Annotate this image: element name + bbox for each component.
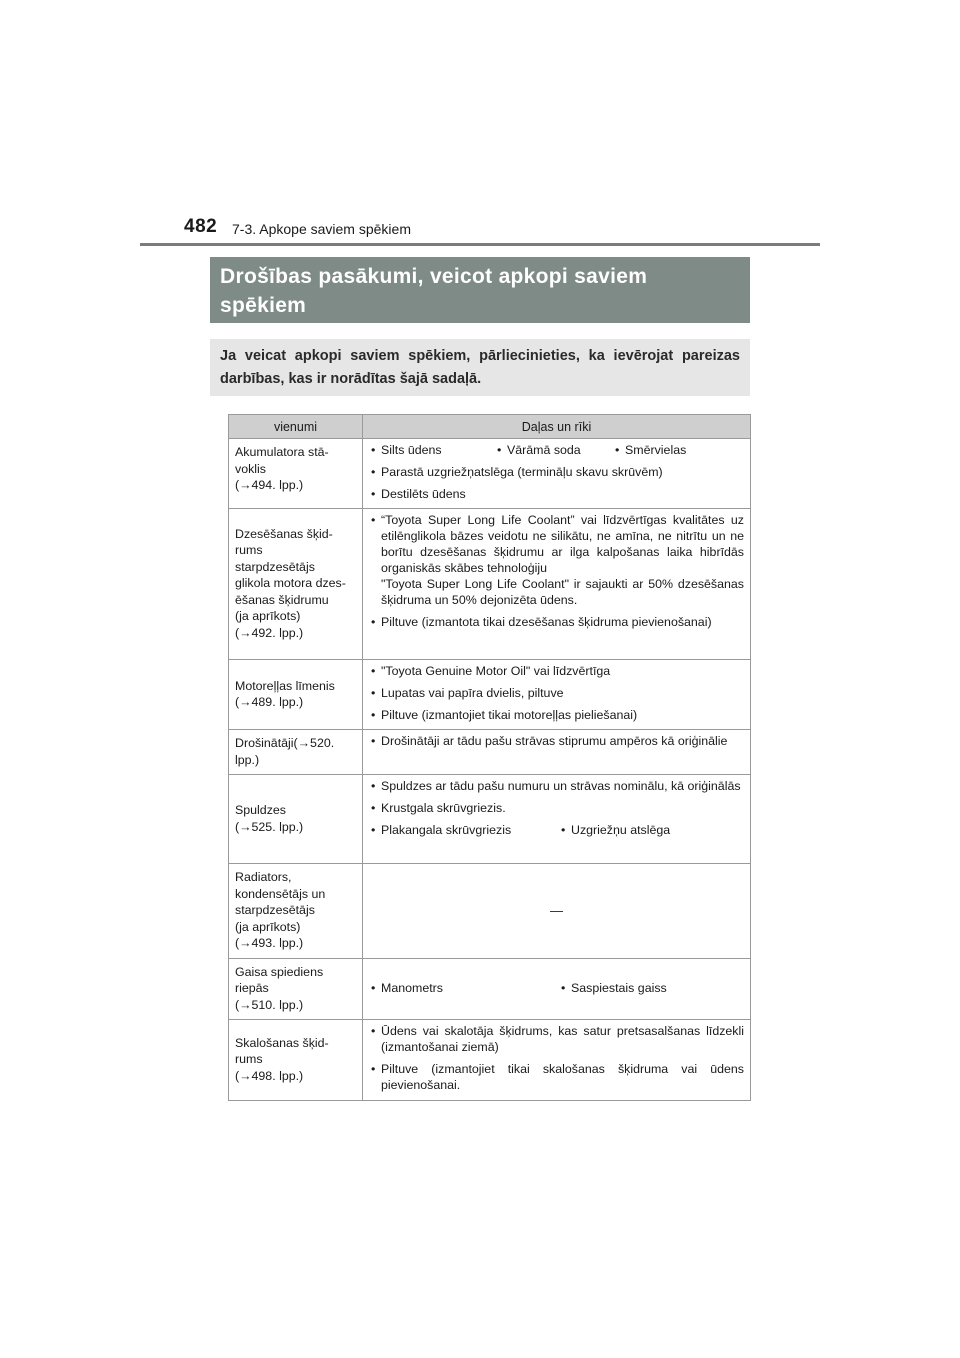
tools-cell — [363, 775, 751, 864]
item-cell — [229, 509, 363, 660]
tools-cell — [363, 730, 751, 775]
item-page-ref: (→525. lpp.) — [235, 819, 304, 834]
tool-item: • Lupatas vai papīra dvielis, piltuve — [363, 685, 744, 701]
tool-item — [363, 512, 744, 608]
item-line: rums — [235, 543, 263, 558]
tool-item: • "Toyota Genuine Motor Oil" vai līdzvērtīga — [363, 663, 744, 679]
item-line: starpdzesētājs — [235, 559, 315, 574]
tool-item: • Krustgala skrūvgriezis. — [363, 800, 744, 816]
item-page-ref: (→494. lpp.) — [235, 478, 304, 492]
tool-item: • Saspiestais gaiss — [553, 980, 667, 996]
tool-item: • Silts ūdens — [363, 442, 489, 458]
item-line: Motoreļļas līmenis — [235, 678, 335, 693]
item-page-ref: (→492. lpp.) — [235, 625, 304, 640]
tool-item: • Uzgriežņu atslēga — [553, 822, 670, 838]
table-row — [229, 1020, 751, 1101]
item-line: Akumulatora stā- — [235, 445, 329, 459]
table-header-row — [229, 415, 751, 439]
item-page-ref: (→510. lpp.) — [235, 997, 304, 1012]
tool-item: • Parastā uzgriežņatslēga (termināļu skavu skrūvēm) — [363, 464, 744, 480]
item-line: Gaisa spiediens — [235, 964, 324, 979]
section-title-line2: spēkiem — [220, 294, 307, 317]
item-cell — [229, 775, 363, 864]
table-row — [229, 439, 751, 509]
item-line: Radiators, — [235, 870, 292, 884]
tool-item: • Spuldzes ar tādu pašu numuru un strāvas nominālu, kā oriģinālās — [363, 778, 744, 794]
tools-cell — [363, 660, 751, 730]
item-line: starpdzesētājs — [235, 903, 315, 917]
table-row — [229, 660, 751, 730]
section-title — [210, 257, 750, 323]
table-row — [229, 509, 751, 660]
tool-item: • Manometrs — [363, 980, 553, 996]
item-page-ref: (→498. lpp.) — [235, 1068, 304, 1083]
item-line: rums — [235, 1052, 263, 1067]
item-line: ēšanas šķidrumu — [235, 592, 329, 607]
tool-item-text: “Toyota Super Long Life Coolant” vai līdzvērtīgas kvalitātes uz etilēnglikola bāzes veidotu ne silikātu, ne amīna, ne nitrītu un ne borītu dzesēšanas šķidrumu ar ilga kalpošanas laika hibrīdās organiskās skābes tehnoloģiju — [381, 513, 744, 575]
table-row — [229, 958, 751, 1020]
item-cell — [229, 958, 363, 1020]
header-rule — [140, 243, 820, 246]
parts-tools-table — [228, 414, 751, 1101]
tool-item: • Plakangala skrūvgriezis — [363, 822, 553, 838]
tool-item: • Vārāmā soda — [489, 442, 607, 458]
item-line: riepās — [235, 981, 269, 995]
tool-item-note: "Toyota Super Long Life Coolant" ir sajaukti ar 50% dzesēšanas šķidruma un 50% dejonizēta ūdens. — [381, 577, 744, 607]
tools-cell — [363, 958, 751, 1020]
intro-text: Ja veicat apkopi saviem spēkiem, pārliecinieties, ka ievērojat pareizas darbības, kas ir norādītas šajā sadaļā. — [210, 339, 750, 396]
table-row — [229, 730, 751, 775]
tool-item: • Piltuve (izmantojiet tikai motoreļļas pieliešanai) — [363, 707, 744, 723]
tool-item: • Destilēts ūdens — [363, 486, 744, 502]
item-cell — [229, 1020, 363, 1101]
tools-cell — [363, 1020, 751, 1101]
col-header-parts: Daļas un rīki — [363, 415, 751, 439]
running-head: 7-3. Apkope saviem spēkiem — [232, 221, 411, 237]
item-line: (ja aprīkots) — [235, 919, 301, 934]
item-line: glikola motora dzes- — [235, 576, 346, 591]
item-line: kondensētājs un — [235, 886, 326, 901]
item-line: voklis — [235, 461, 266, 476]
item-line: Drošinātāji(→520. — [235, 736, 335, 750]
tool-item: • Ūdens vai skalotāja šķidrums, kas satur pretsasalšanas līdzekli (izmantošanai ziemā) — [363, 1023, 744, 1055]
table-row — [229, 775, 751, 864]
tools-cell — [363, 439, 751, 509]
tool-item: • Piltuve (izmantota tikai dzesēšanas šķidruma pievienošanai) — [363, 614, 744, 630]
item-page-ref: (→493. lpp.) — [235, 936, 304, 950]
tools-cell — [363, 509, 751, 660]
item-line: Dzesēšanas šķid- — [235, 526, 333, 541]
tool-item: • Piltuve (izmantojiet tikai skalošanas šķidruma vai ūdens pievienošanai. — [363, 1061, 744, 1093]
item-cell — [229, 864, 363, 959]
page-number: 482 — [184, 216, 218, 237]
table-row — [229, 864, 751, 959]
item-line: (ja aprīkots) — [235, 609, 301, 624]
tool-item: • Drošinātāji ar tādu pašu strāvas stiprumu ampēros kā oriģinālie — [363, 733, 744, 749]
no-tools-dash: — — [550, 903, 563, 919]
item-page-ref: (→489. lpp.) — [235, 695, 304, 709]
item-cell — [229, 730, 363, 775]
section-title-line1: Drošības pasākumi, veicot apkopi saviem — [220, 265, 648, 288]
item-page-ref: lpp.) — [235, 752, 260, 767]
tool-item: • Smērvielas — [607, 442, 686, 458]
item-line: Skalošanas šķid- — [235, 1035, 329, 1050]
col-header-items: vienumi — [229, 415, 363, 439]
item-cell — [229, 660, 363, 730]
tools-cell-empty — [363, 864, 751, 959]
item-line: Spuldzes — [235, 803, 286, 817]
item-cell — [229, 439, 363, 509]
